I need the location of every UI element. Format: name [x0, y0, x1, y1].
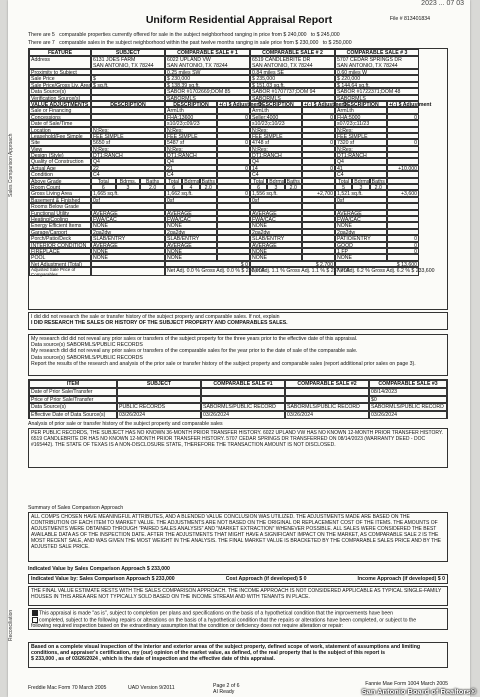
row-c3: GOOD [335, 242, 387, 248]
adj-header-c3-desc: DESCRIPTION [335, 101, 387, 107]
room-subject-2: 2.0 [140, 184, 165, 190]
row-subject: Q4 [91, 158, 165, 164]
row-a2: 0 [302, 165, 335, 171]
row-label: Functional Utility [29, 210, 91, 216]
income-value: Income Approach (if developed) $ 0 [357, 576, 445, 582]
row-c1: N;Res; [165, 127, 217, 133]
row-c1: AVERAGE [165, 242, 217, 248]
row-c1: N;Res; [165, 146, 217, 152]
my-research-comps: My research did did not reveal any prior sales or transfers of the comparable sales for the year prior to the date of sale of the comparable sale. [31, 348, 358, 355]
row-c1: FWA/CAC [165, 216, 217, 222]
grid-body [29, 49, 447, 276]
prior-row-3-cell-2: 03/26/2024 [201, 411, 285, 419]
row-c3: ArmLth [335, 107, 387, 113]
gla-a3: +3,600 [387, 190, 419, 196]
row-a3: 0 [387, 242, 419, 248]
reconciliation-text: THE FINAL VALUE ESTIMATE RESTS WITH THE SALES COMPARISON APPROACH. THE INCOME APPROACH IS NOT CONSIDERED APPLICABLE AS TYPICAL SINGLE-FAMILY HOUSES IN THIS AREA ARE NOT TYPICALLY SOLD BASED ON THE INCOME STREAM AND WITH TENANTS IN PLACE. [31, 588, 442, 600]
row-c2: N;Res; [250, 146, 302, 152]
prior-row-2-cell-1: PUBLIC RECORDS [117, 403, 201, 411]
grid-row [29, 56, 447, 69]
prior-table-body [29, 380, 447, 419]
above-grade-label: Above Grade [29, 178, 91, 184]
price_gla-comp3: $ 144.64 sq.ft. [335, 82, 419, 88]
cost-value: Cost Approach (if developed) $ 0 [225, 576, 307, 582]
room-c1-0: 6 [165, 184, 182, 190]
row-label: Condition [29, 171, 91, 177]
row-c3: AVERAGE [335, 210, 387, 216]
prior-row-0-cell-0: Date of Prior Sale/Transfer [29, 388, 117, 396]
data_source-label: Data Source(s) [29, 88, 91, 94]
prior-row-0-cell-1 [117, 388, 201, 396]
row-c2: AVERAGE [250, 210, 302, 216]
row-c1: FEE SIMPLE [165, 133, 217, 139]
row-subject: C4 [91, 171, 165, 177]
row-label: Quality of Construction [29, 158, 91, 164]
row-c2: Q4 [250, 158, 302, 164]
gla-c3: 1,521 sq.ft. [335, 190, 387, 196]
row-subject: FWA/CAC [91, 216, 165, 222]
price_gla-label: Sale Price/Gross Liv. Area [31, 82, 92, 89]
row-label: Concessions [29, 114, 91, 120]
row-c1: Q4 [165, 158, 217, 164]
row-a3: 0 [387, 235, 419, 241]
row-label: Basement & Finished [29, 197, 91, 203]
grid-row [29, 49, 447, 56]
footer-right: Fannie Mae Form 1004 March 2005 [365, 681, 448, 687]
row-subject: NONE [91, 254, 165, 260]
indicated-value-sca: Indicated Value by Sales Comparison Approach $ 233,000 [28, 566, 170, 572]
row-c1: 5487 sf [165, 139, 217, 145]
room-c3-0: Total [335, 178, 352, 184]
summary-label: Summary of Sales Comparison Approach [28, 505, 124, 511]
proximity-comp3: 0.60 miles W [335, 69, 419, 75]
adjusted-price-c3: Net Adj. 6.2 % Gross Adj. 6.2 % $ 233,600 [337, 268, 435, 275]
prior-header-cell-3: COMPARABLE SALE #2 [285, 380, 369, 388]
made-line-3: following required inspection based on the extraordinary assumption that the condition or deficiency does not require alteration or repair: [31, 623, 344, 630]
prior-row-3 [29, 411, 447, 419]
net-adj-c1: $ 0 [165, 261, 250, 267]
final-note: , which is the date of inspection and the effective date of this appraisal. [99, 656, 275, 663]
side-label-sales-comparison: Sales Comparison Approach [8, 133, 14, 197]
room-c2-2: Baths [285, 178, 302, 184]
prior-row-2-cell-4: SABORMLS/PUBLIC RECORD [369, 403, 447, 411]
row-c2: NONE [250, 222, 302, 228]
row-subject: NONE [91, 248, 165, 254]
sale_price-label: Sale Price [29, 75, 91, 81]
row-c1: NONE [165, 248, 217, 254]
data_source-comp2: SABOR #1707737;DOM 94 [250, 88, 335, 94]
prior-row-1-cell-2 [201, 396, 285, 404]
row-c1: NONE [165, 222, 217, 228]
room-c2-0: 6 [250, 184, 267, 190]
row-c2: 14 [250, 165, 302, 171]
prior-row-0-cell-2 [201, 388, 285, 396]
gla-a2: +2,700 [302, 190, 335, 196]
grid-row [29, 267, 447, 276]
row-c2: C4 [250, 171, 302, 177]
side-label-reconciliation: Reconciliation [8, 609, 14, 641]
row-c3: PATIO/ENTRY [335, 235, 387, 241]
proximity-label: Proximity to Subject [29, 69, 91, 75]
row-subject: NONE [91, 222, 165, 228]
row-c2: 4748 sf [250, 139, 302, 145]
row-a3: 0 [387, 114, 419, 120]
row-subject: 0sf [91, 197, 165, 203]
room-count-label: Room Count [29, 184, 91, 190]
prior-row-3-cell-3: 03/26/2024 [285, 411, 369, 419]
reconciliation-box [28, 586, 448, 606]
room-c2-1: 3 [267, 184, 284, 190]
prior-row-2-cell-2: SABORMLS/PUBLIC RECORD [201, 403, 285, 411]
prior-header-cell-1: SUBJECT [117, 380, 201, 388]
board-credit: San Antonio Board of Realtors® [361, 687, 476, 696]
prior-header [29, 380, 447, 388]
row-c1: NONE [165, 254, 217, 260]
data-source-comps: Data source(s) SABORMLS/PUBLIC RECORDS [31, 354, 143, 361]
approaches-row [28, 574, 448, 584]
row-a3: 0 [387, 139, 419, 145]
row-label: Rooms Below Grade [29, 203, 91, 209]
prior-row-0-cell-4: 08/14/2023 [369, 388, 447, 396]
footer-page: Page 2 of 6 AI Ready [213, 683, 240, 696]
row-label: Location [29, 127, 91, 133]
row-label: Design (Style) [29, 152, 91, 158]
data_source-comp1: SABOR #1702669;DOM 85 [165, 88, 250, 94]
row-c1: SLAB/ENTRY [165, 235, 217, 241]
header-subject: SUBJECT [91, 49, 165, 56]
sca-value: Indicated Value by: Sales Comparison Approach $ 233,000 [31, 576, 175, 582]
verification-comp3: SABORMLS [335, 95, 419, 101]
prior-header-cell-2: COMPARABLE SALE #1 [201, 380, 285, 388]
room-subject-0: 6 [91, 184, 116, 190]
made-line-1: This appraisal is made "as is", subject to completion per plans and specifications on the basis of a hypothetical condition that the improvements have been [31, 610, 445, 617]
analysis-text: PER PUBLIC RECORDS, THE SUBJECT HAS NO KNOWN 36-MONTH PRIOR TRANSFER HISTORY. 6022 UPLAND VW HAS NO KNOWN 12-MONTH PRIOR TRANSFER HISTORY. 6519 CANDLEBRITE DR HAS NO KNOWN 12-MONTH PRIOR TRANSFER HISTORY. 5707 CEDAR SPRINGS DR TRANSFERRED ON 08/14/2023 (WARRANTY DEED - DOC #165442). THE STATE OF TEXAS IS A NON-DISCLOSURE STATE, THEREFORE THE TRANSACTION AMOUNT IS NOT DISCLOSED. [31, 430, 443, 448]
verification-comp1: SABORMLS [165, 95, 250, 101]
row-c3: DT1;RANCH [335, 152, 387, 158]
row-c1: FHA;13600 [165, 114, 217, 120]
row-c1: 2ga2dw [165, 229, 217, 235]
room-c1-2: 2.0 [200, 184, 217, 190]
footer-left: Freddie Mac Form 70 March 2005 [28, 685, 107, 691]
proximity-comp1: 0.25 miles SW [165, 69, 250, 75]
appraisal-page [8, 0, 470, 697]
adjusted-price-c2: Net Adj. 1.1 % Gross Adj. 1.1 % $ 237,700 [252, 268, 350, 275]
summary-text: ALL COMPS CHOSEN HAVE MEANINGFUL ATTRIBUTES, AND A BLENDED VALUE CONCLUSION WAS UTILIZED. THE ADJUSTMENTS MADE ARE BASED ON THE CONTRIBUTION OF EACH ITEM TO MARKET VALUE. THE ADJUSTMENTS ARE NOT BASED ON THE ORIGINAL OR REPLACEMENT COST OF THE ITEMS. THE AMOUNTS OF ADJUSTMENTS WERE OBTAINED THROUGH "PAIRED SALES ANALYSIS" AND "MARKET EXTRACTION" WHENEVER POSSIBLE. ALL SALES WERE CONSIDERED THE BEST AVAILABLE DATA AS OF THE INSPECTION DATE. AFTER THE ADJUSTMENTS THAT MIGHT HAVE A SIGNIFICANT IMPACT ON THE MARKET, AS COMPARABLE SALE 2 IS THE MOST RECENT SALE, AND WAS GIVEN THE MOST WEIGHT IN THE ANALYSIS. THE FINAL MARKET VALUE IS BRACKETED BY THE COMPARABLE SALES PRICE AND BY THE ADJUSTED SALE PRICE. [31, 514, 442, 550]
row-c2: N;Res; [250, 127, 302, 133]
adjusted-price-subject [91, 267, 165, 276]
prior-row-1-cell-3 [285, 396, 369, 404]
row-label: Porch/Patio/Deck [29, 235, 91, 241]
row-label: Sale or Financing [29, 107, 91, 113]
row-a1: 0 [217, 139, 250, 145]
prior-row-1-cell-4: $0 [369, 396, 447, 404]
comp3-address: 5707 CEDAR SPRINGS DR SAN ANTONIO, TX 78244 [335, 56, 419, 69]
row-label: INTERIOR CONDITION [29, 242, 91, 248]
row-c1: s10/23;c09/23 [165, 120, 217, 126]
verification-label: Verification Source(s) [29, 95, 91, 101]
research-section [28, 312, 448, 330]
proximity-comp2: 0.84 miles SE [250, 69, 335, 75]
room-c3-1: 3 [352, 184, 369, 190]
adj-header-c3-adj: +(-) $ Adjustment [389, 101, 432, 108]
row-subject: N;Res; [91, 127, 165, 133]
row-a3: +10,000 [387, 165, 419, 171]
final-value: $ 233,000 [31, 656, 55, 663]
room-c1-1: Bdrms. [184, 178, 201, 185]
research-detail-section [28, 334, 448, 376]
room-c1-0: Total [165, 178, 182, 184]
adj-header-c2-desc: DESCRIPTION [250, 101, 302, 107]
prior-row-1-cell-1 [117, 396, 201, 404]
prior-row-3-cell-4: 03/26/2024 [369, 411, 447, 419]
row-c2: NONE [250, 254, 302, 260]
row-c3: 2ga2dw [335, 229, 387, 235]
made-box [28, 608, 448, 630]
row-c1: C4 [165, 171, 217, 177]
prior-row-3-cell-1: 03/26/2024 [117, 411, 201, 419]
sale_price-subject: $ [91, 75, 165, 81]
row-c2: s10/23;c10/23 [250, 120, 302, 126]
room-c2-1: Bdrms. [269, 178, 286, 185]
prior-row-1 [29, 396, 447, 404]
row-label: Date of Sale/Time [29, 120, 91, 126]
final-line-1: Based on a complete visual inspection of the interior and exterior areas of the subject property, defined scope of work, statement of assumptions and limiting [31, 644, 421, 650]
prior-header-cell-0: ITEM [29, 380, 117, 388]
my-research-subject: My research did did not reveal any prior sales or transfers of the subject property for the three years prior to the effective date of this appraisal. [31, 336, 358, 342]
adjusted-price-label: Adjusted Sale Price of Comparables [29, 267, 91, 276]
row-c3: 7320 sf [335, 139, 387, 145]
comp2-address: 6519 CANDLEBRITE DR SAN ANTONIO, TX 78244 [250, 56, 335, 69]
row-subject: FEE SIMPLE [91, 133, 165, 139]
prior-row-3-cell-0: Effective Date of Data Source(s) [29, 411, 117, 419]
row-c3: Q4 [335, 158, 387, 164]
gla-subject: 1,665 sq.ft. [91, 190, 165, 196]
comp1-address: 6022 UPLAND VW SAN ANTONIO, TX 78244 [165, 56, 250, 69]
row-c2: DT1;RANCH [250, 152, 302, 158]
row-a2: 0 [302, 139, 335, 145]
row-c3: FEE SIMPLE [335, 133, 387, 139]
gla-c1: 1,662 sq.ft. [165, 190, 217, 196]
gla-c2: 1,556 sq.ft. [250, 190, 302, 196]
row-subject: AVERAGE [91, 242, 165, 248]
room-c3-0: 5 [335, 184, 352, 190]
row-c1: 0sf [165, 197, 217, 203]
sale_price-comp1: $ 230,000 [165, 75, 250, 81]
row-c2: AVERAGE [250, 242, 302, 248]
final-date: , as of 03/26/2024 [55, 656, 98, 663]
row-c1: AVERAGE [165, 210, 217, 216]
row-c3: 41 [335, 165, 387, 171]
made-line-2: completed, subject to the following repairs or alterations on the basis of a hypothetical condition that the repairs or alterations have been completed, or subject to the [31, 617, 445, 624]
room-c1-2: Baths [200, 178, 217, 184]
row-subject: 5650 sf [91, 139, 165, 145]
room-subject-1: 3 [116, 184, 141, 190]
page-header [8, 0, 470, 12]
final-line-2: conditions, and appraiser's certification, my (our) opinion of the market value, as defined, of the real property that is the subject of this report is [31, 650, 386, 657]
adj-header-label: VALUE ADJUSTMENTS [29, 101, 91, 107]
room-c2-0: Total [250, 178, 267, 184]
adj-header-c1-adj: +(-) $ Adjustment [219, 101, 262, 108]
file-number: File # 813401834 [389, 16, 430, 22]
room-c3-2: Baths [370, 178, 387, 184]
row-c3: N;Res; [335, 146, 387, 152]
sale_price-comp2: $ 235,000 [250, 75, 335, 81]
analysis-label: Analysis of prior sale or transfer history of the subject property and comparable sales [28, 421, 223, 427]
row-c3: FHA;5000 [335, 114, 387, 120]
final-opinion-box [28, 642, 448, 668]
row-a1: 0 [217, 114, 250, 120]
row-c2: Seller;4000 [250, 114, 302, 120]
net-adj-label: Net Adjustment (Total) [29, 261, 91, 267]
row-c3: 1 FP [335, 248, 387, 254]
row-c1: ArmLth [165, 107, 217, 113]
room-c3-1: Bdrms. [354, 178, 371, 185]
row-subject: AVERAGE [91, 210, 165, 216]
row-a3: 0 [387, 248, 419, 254]
prior-row-0 [29, 388, 447, 396]
adjusted-price-c1: Net Adj. 0.0 % Gross Adj. 0.0 % $ 230,000 [167, 268, 265, 275]
gla-label: Gross Living Area [29, 190, 91, 196]
sale_price-comp3: $ 220,000 [335, 75, 419, 81]
data_source-comp3: SABOR #1722371;DOM 48 [335, 88, 419, 94]
header-stamp: 2023 ... 07 03 [421, 0, 464, 7]
sales-grid [28, 48, 448, 310]
row-subject: N;Res; [91, 146, 165, 152]
row-a1: 0 [217, 165, 250, 171]
price_gla-comp1: $ 138.39 sq.ft. [165, 82, 250, 88]
room-subject-2: Baths [140, 178, 165, 184]
price_gla-comp2: $ 151.03 sq.ft. [250, 82, 335, 88]
row-c2: ArmLth [250, 107, 302, 113]
summary-box [28, 512, 448, 562]
row-label: Garage/Carport [29, 229, 91, 235]
row-c2: 0sf [250, 197, 302, 203]
gla-a1: 0 [217, 190, 250, 196]
row-c3: s07/23;c11/23 [335, 120, 387, 126]
as-is-checkbox[interactable] [32, 610, 38, 616]
row-label: POOL [29, 254, 91, 260]
prior-row-2-cell-0: Data Source(s) [29, 403, 117, 411]
prior-row-0-cell-3 [285, 388, 369, 396]
price_gla-subject: $ sq.ft. [91, 82, 165, 88]
offered-line: There are 5 comparable properties currently offered for sale in the subject neighborhood ranging in price from $ 240,000 to $ 245,000 [28, 32, 340, 38]
verification-comp2: SABORMLS [250, 95, 335, 101]
row-c3: C4 [335, 171, 387, 177]
room-subject-0: Total [91, 178, 116, 184]
row-c1: 21 [165, 165, 217, 171]
prior-header-cell-4: COMPARABLE SALE #3 [369, 380, 447, 388]
row-subject: DT1;RANCH [91, 152, 165, 158]
row-label: FIREPLACE [29, 248, 91, 254]
report-instructions: Report the results of the research and analysis of the prior sale or transfer history of the subject property and comparable sales (report additional prior sales on page 3). [31, 360, 416, 367]
header-comp3: COMPARABLE SALE # 3 [335, 49, 419, 56]
footer-mid: UAD Version 9/2011 [128, 685, 175, 691]
row-c3: NONE [335, 222, 387, 228]
sold-line: There are 7 comparable sales in the subject neighborhood within the past twelve months ranging in sale price from $ 230,000 to $ 250,000 [28, 40, 352, 46]
final-line-3 [31, 656, 445, 662]
header-feature: FEATURE [29, 49, 91, 56]
room-subject-1: Bdrms. [116, 178, 141, 184]
header-comp2: COMPARABLE SALE # 2 [250, 49, 335, 56]
adj-header-subject: DESCRIPTION [91, 101, 165, 107]
research-answer: I DID RESEARCH THE SALES OR HISTORY OF THE SUBJECT PROPERTY AND COMPARABLES SALES. [31, 320, 288, 327]
prior-row-2-cell-3: SABORMLS/PUBLIC RECORD [285, 403, 369, 411]
row-a2: 0 [302, 114, 335, 120]
net-adj-c3: $ 13,600 [335, 261, 419, 267]
row-c2: NONE [250, 248, 302, 254]
net-adj-c2: $ 2,700 [250, 261, 335, 267]
row-label: Site [29, 139, 91, 145]
row-label: Leasehold/Fee Simple [29, 133, 91, 139]
row-label: Actual Age [29, 165, 91, 171]
row-subject: 22 [91, 165, 165, 171]
adj-header-c1-desc: DESCRIPTION [165, 101, 217, 107]
analysis-box [28, 428, 448, 468]
row-c2: FWA/CAC [250, 216, 302, 222]
row-subject: SLAB/ENTRY [91, 235, 165, 241]
row-c2: FEE SIMPLE [250, 133, 302, 139]
row-label: Energy Efficient Items [29, 222, 91, 228]
room-c3-2: 2.0 [370, 184, 387, 190]
row-c3: FWA/CAC [335, 216, 387, 222]
row-c3: 0sf [335, 197, 387, 203]
row-label: Heating/Cooling [29, 216, 91, 222]
subject-address: 6131 JOES FARM SAN ANTONIO, TX 78244 [91, 56, 165, 69]
repairs-checkbox[interactable] [32, 617, 38, 623]
row-c1: DT1;RANCH [165, 152, 217, 158]
research-line: I did did not research the sale or transfer history of the subject property and comparable sales. If not, explain [31, 314, 280, 320]
row-subject: 2ga2dw [91, 229, 165, 235]
header-comp1: COMPARABLE SALE # 1 [165, 49, 250, 56]
prior-row-2 [29, 403, 447, 411]
address-label: Address [29, 56, 91, 69]
prior-sales-table [28, 379, 448, 419]
row-c3: N;Res; [335, 127, 387, 133]
row-c2: 2ga2dw [250, 229, 302, 235]
report-title: Uniform Residential Appraisal Report [145, 14, 333, 26]
room-c1-1: 4 [182, 184, 199, 190]
room-c2-2: 2.0 [285, 184, 302, 190]
prior-row-1-cell-0: Price of Prior Sale/Transfer [29, 396, 117, 404]
data-source-subject: Data source(s) SABORMLS/PUBLIC RECORDS [31, 342, 143, 349]
adj-header-c2-adj: +(-) $ Adjustment [304, 101, 347, 108]
row-label: View [29, 146, 91, 152]
row-c3: NONE [335, 254, 387, 260]
row-c2: SLAB/ENTRY [250, 235, 302, 241]
